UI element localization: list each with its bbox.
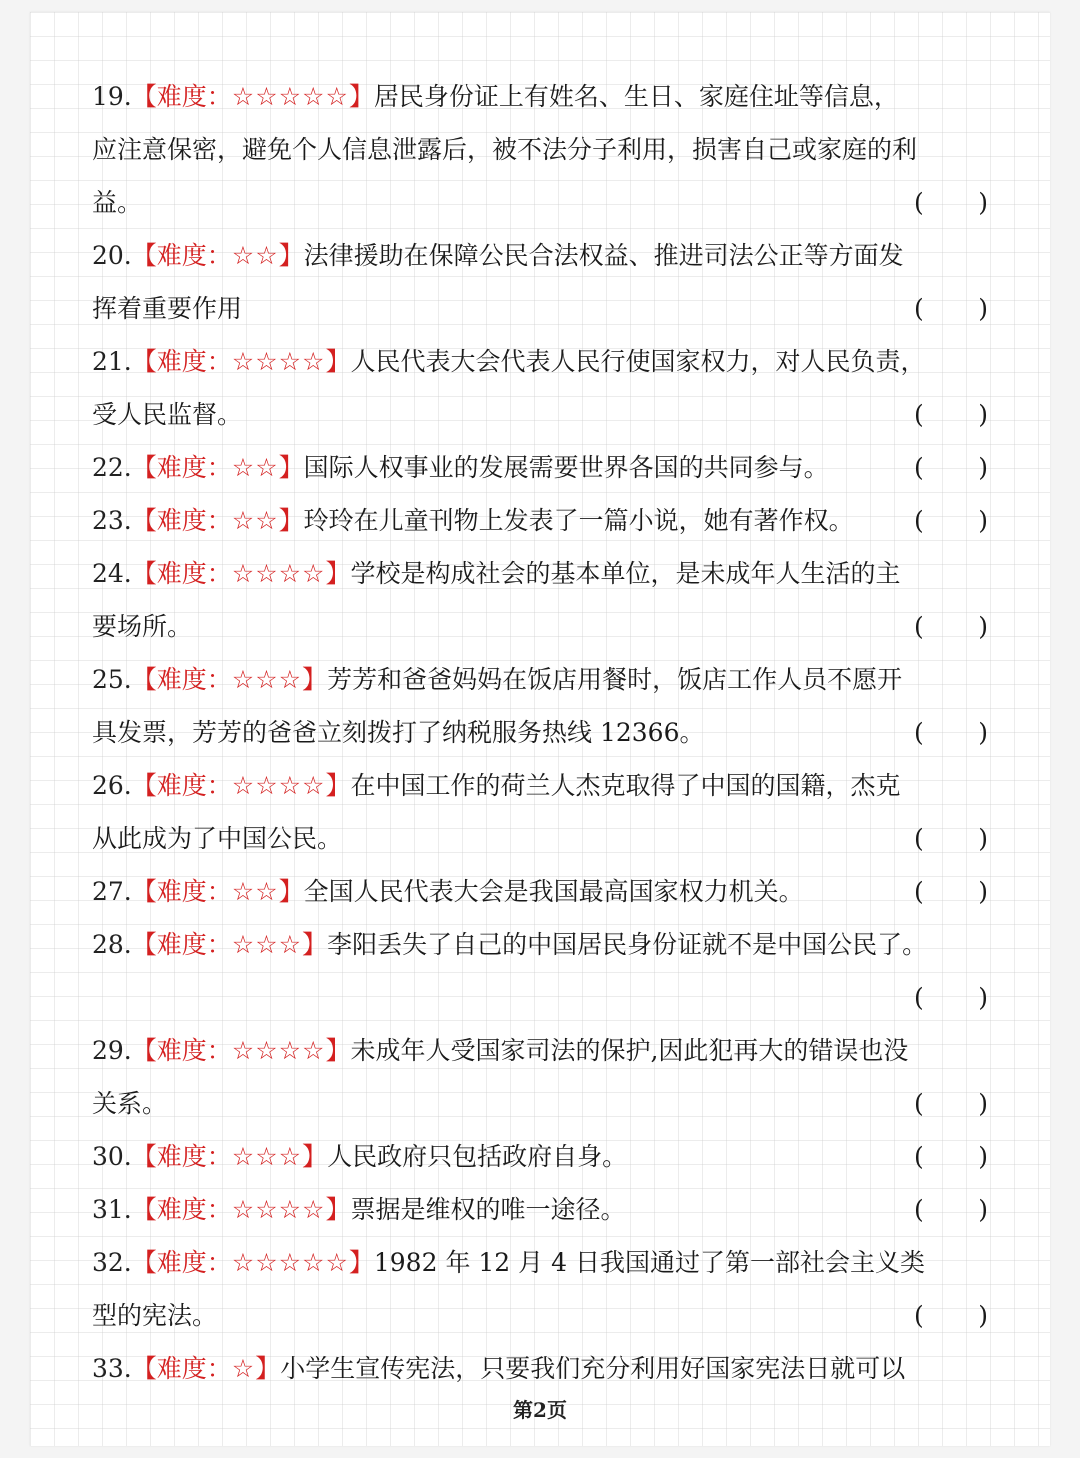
answer-paren-close: ) — [978, 506, 988, 535]
answer-paren-close: ) — [978, 824, 988, 853]
question-text: 益。 — [92, 188, 143, 217]
question-text: 小学生宣传宪法，只要我们充分利用好国家宪法日就可以 — [280, 1354, 906, 1383]
difficulty-bracket-close: 】 — [302, 1142, 328, 1171]
question-number: 21. — [92, 347, 132, 376]
question-number: 32. — [92, 1248, 132, 1277]
question-line — [92, 865, 988, 918]
question-text: 未成年人受国家司法的保护,因此犯再大的错误也没 — [350, 1036, 909, 1065]
answer-paren-open: ( — [914, 294, 924, 323]
question-line — [92, 229, 988, 282]
answer-blank[interactable] — [914, 388, 988, 441]
difficulty-stars: ☆☆ — [231, 241, 279, 270]
answer-blank[interactable] — [914, 441, 988, 494]
answer-blank[interactable] — [914, 865, 988, 918]
question-line — [92, 1024, 988, 1077]
difficulty-label: 难度： — [156, 1354, 232, 1383]
question-line — [92, 282, 988, 335]
question-text: 学校是构成社会的基本单位，是未成年人生活的主 — [350, 559, 901, 588]
answer-paren-open: ( — [914, 400, 924, 429]
answer-blank[interactable] — [914, 812, 988, 865]
difficulty-stars: ☆ — [231, 1354, 256, 1383]
difficulty-bracket-close: 】 — [325, 1036, 351, 1065]
question-item — [92, 335, 988, 441]
answer-paren-close: ) — [978, 1142, 988, 1171]
difficulty-stars: ☆☆☆☆ — [231, 1195, 326, 1224]
question-line — [92, 918, 988, 971]
difficulty-stars: ☆☆☆☆☆ — [231, 1248, 349, 1277]
difficulty-bracket-open: 【 — [131, 453, 157, 482]
question-number: 24. — [92, 559, 132, 588]
question-item — [92, 653, 988, 759]
question-line — [92, 441, 988, 494]
question-text: 芳芳和爸爸妈妈在饭店用餐时，饭店工作人员不愿开 — [327, 665, 903, 694]
question-item — [92, 865, 988, 918]
question-text: 应注意保密，避免个人信息泄露后，被不法分子利用，损害自己或家庭的利 — [92, 135, 918, 164]
difficulty-bracket-open: 【 — [131, 771, 157, 800]
question-line — [92, 176, 988, 229]
difficulty-label: 难度： — [156, 241, 232, 270]
answer-paren-close: ) — [978, 718, 988, 747]
answer-blank[interactable] — [914, 971, 988, 1024]
difficulty-label: 难度： — [156, 82, 232, 111]
answer-paren-close: ) — [978, 612, 988, 641]
difficulty-bracket-open: 【 — [131, 1354, 157, 1383]
question-line — [92, 1130, 988, 1183]
question-text: 全国人民代表大会是我国最高国家权力机关。 — [303, 877, 804, 906]
question-item — [92, 1236, 988, 1342]
difficulty-bracket-close: 】 — [278, 506, 304, 535]
difficulty-label: 难度： — [156, 506, 232, 535]
difficulty-bracket-open: 【 — [131, 241, 157, 270]
answer-blank[interactable] — [914, 282, 988, 335]
question-line — [92, 70, 988, 123]
question-item — [92, 1183, 988, 1236]
question-list — [92, 70, 988, 1395]
difficulty-stars: ☆☆ — [231, 877, 279, 906]
difficulty-bracket-close: 】 — [325, 347, 351, 376]
question-line — [92, 706, 988, 759]
difficulty-bracket-close: 】 — [278, 453, 304, 482]
question-text: 型的宪法。 — [92, 1301, 218, 1330]
difficulty-label: 难度： — [156, 559, 232, 588]
difficulty-label: 难度： — [156, 347, 232, 376]
question-text: 具发票，芳芳的爸爸立刻拨打了纳税服务热线 12366。 — [92, 718, 705, 747]
answer-paren-open: ( — [914, 188, 924, 217]
question-text: 国际人权事业的发展需要世界各国的共同参与。 — [303, 453, 829, 482]
difficulty-bracket-close: 】 — [325, 559, 351, 588]
question-text: 票据是维权的唯一途径。 — [350, 1195, 626, 1224]
difficulty-stars: ☆☆☆☆ — [231, 1036, 326, 1065]
question-line — [92, 1342, 988, 1395]
question-text: 从此成为了中国公民。 — [92, 824, 343, 853]
difficulty-bracket-close: 】 — [278, 877, 304, 906]
difficulty-label: 难度： — [156, 1248, 232, 1277]
difficulty-bracket-open: 【 — [131, 930, 157, 959]
question-text: 人民代表大会代表人民行使国家权力，对人民负责， — [350, 347, 926, 376]
difficulty-stars: ☆☆ — [231, 453, 279, 482]
answer-paren-open: ( — [914, 453, 924, 482]
question-number: 27. — [92, 877, 132, 906]
question-text: 关系。 — [92, 1089, 168, 1118]
difficulty-bracket-open: 【 — [131, 1195, 157, 1224]
question-item — [92, 494, 988, 547]
answer-paren-open: ( — [914, 1142, 924, 1171]
question-item — [92, 441, 988, 494]
answer-paren-close: ) — [978, 453, 988, 482]
difficulty-stars: ☆☆ — [231, 506, 279, 535]
question-number: 19. — [92, 82, 132, 111]
question-line — [92, 1183, 988, 1236]
difficulty-bracket-close: 】 — [278, 241, 304, 270]
answer-paren-open: ( — [914, 718, 924, 747]
answer-paren-open: ( — [914, 824, 924, 853]
answer-blank[interactable] — [914, 1130, 988, 1183]
difficulty-bracket-open: 【 — [131, 82, 157, 111]
answer-blank[interactable] — [914, 600, 988, 653]
answer-paren-close: ) — [978, 1195, 988, 1224]
difficulty-stars: ☆☆☆☆ — [231, 559, 326, 588]
question-text: 居民身份证上有姓名、生日、家庭住址等信息， — [373, 82, 899, 111]
difficulty-stars: ☆☆☆☆☆ — [231, 82, 349, 111]
question-line — [92, 653, 988, 706]
question-text: 1982 年 12 月 4 日我国通过了第一部社会主义类 — [373, 1248, 925, 1277]
question-number: 23. — [92, 506, 132, 535]
answer-paren-open: ( — [914, 506, 924, 535]
question-number: 22. — [92, 453, 132, 482]
question-item — [92, 1342, 988, 1395]
question-line — [92, 388, 988, 441]
question-item — [92, 918, 988, 1024]
question-number: 26. — [92, 771, 132, 800]
question-item — [92, 229, 988, 335]
question-number: 30. — [92, 1142, 132, 1171]
question-line — [92, 1236, 988, 1289]
answer-paren-open: ( — [914, 983, 924, 1012]
answer-paren-close: ) — [978, 188, 988, 217]
question-line — [92, 759, 988, 812]
difficulty-label: 难度： — [156, 665, 232, 694]
question-line — [92, 547, 988, 600]
difficulty-label: 难度： — [156, 1195, 232, 1224]
question-item — [92, 1130, 988, 1183]
difficulty-bracket-open: 【 — [131, 347, 157, 376]
answer-paren-open: ( — [914, 1301, 924, 1330]
difficulty-bracket-close: 】 — [325, 1195, 351, 1224]
answer-paren-close: ) — [978, 877, 988, 906]
question-number: 25. — [92, 665, 132, 694]
answer-paren-open: ( — [914, 877, 924, 906]
question-line — [92, 123, 988, 176]
difficulty-bracket-close: 】 — [302, 930, 328, 959]
answer-blank[interactable] — [914, 1289, 988, 1342]
question-text: 法律援助在保障公民合法权益、推进司法公正等方面发 — [303, 241, 904, 270]
difficulty-label: 难度： — [156, 771, 232, 800]
difficulty-bracket-open: 【 — [131, 559, 157, 588]
question-text: 李阳丢失了自己的中国居民身份证就不是中国公民了。 — [327, 930, 928, 959]
answer-blank[interactable] — [914, 1077, 988, 1130]
difficulty-bracket-close: 】 — [325, 771, 351, 800]
question-item — [92, 759, 988, 865]
answer-paren-close: ) — [978, 1301, 988, 1330]
answer-paren-open: ( — [914, 1195, 924, 1224]
difficulty-bracket-close: 】 — [255, 1354, 281, 1383]
question-line — [92, 971, 988, 1024]
question-line — [92, 812, 988, 865]
difficulty-label: 难度： — [156, 877, 232, 906]
difficulty-stars: ☆☆☆ — [231, 665, 303, 694]
question-text: 要场所。 — [92, 612, 193, 641]
question-line — [92, 335, 988, 388]
question-item — [92, 1024, 988, 1130]
answer-paren-open: ( — [914, 1089, 924, 1118]
difficulty-label: 难度： — [156, 930, 232, 959]
question-line — [92, 494, 988, 547]
answer-blank[interactable] — [914, 1183, 988, 1236]
answer-blank[interactable] — [914, 494, 988, 547]
question-number: 33. — [92, 1354, 132, 1383]
difficulty-stars: ☆☆☆ — [231, 930, 303, 959]
difficulty-bracket-close: 】 — [348, 1248, 374, 1277]
question-line — [92, 600, 988, 653]
answer-paren-close: ) — [978, 400, 988, 429]
difficulty-label: 难度： — [156, 1036, 232, 1065]
difficulty-bracket-open: 【 — [131, 665, 157, 694]
question-text: 在中国工作的荷兰人杰克取得了中国的国籍，杰克 — [350, 771, 901, 800]
question-line — [92, 1289, 988, 1342]
answer-paren-close: ) — [978, 983, 988, 1012]
question-text: 受人民监督。 — [92, 400, 243, 429]
difficulty-stars: ☆☆☆☆ — [231, 771, 326, 800]
difficulty-bracket-open: 【 — [131, 1036, 157, 1065]
question-text: 挥着重要作用 — [92, 294, 243, 323]
difficulty-label: 难度： — [156, 1142, 232, 1171]
answer-blank[interactable] — [914, 706, 988, 759]
page-number: 第2页 — [513, 1398, 567, 1422]
difficulty-stars: ☆☆☆☆ — [231, 347, 326, 376]
difficulty-bracket-open: 【 — [131, 1248, 157, 1277]
question-item — [92, 70, 988, 229]
question-number: 20. — [92, 241, 132, 270]
answer-paren-close: ) — [978, 1089, 988, 1118]
question-text: 玲玲在儿童刊物上发表了一篇小说，她有著作权。 — [303, 506, 854, 535]
answer-blank[interactable] — [914, 176, 988, 229]
difficulty-stars: ☆☆☆ — [231, 1142, 303, 1171]
difficulty-bracket-open: 【 — [131, 877, 157, 906]
question-item — [92, 547, 988, 653]
answer-paren-open: ( — [914, 612, 924, 641]
question-number: 31. — [92, 1195, 132, 1224]
answer-paren-close: ) — [978, 294, 988, 323]
difficulty-bracket-open: 【 — [131, 1142, 157, 1171]
question-number: 28. — [92, 930, 132, 959]
difficulty-label: 难度： — [156, 453, 232, 482]
question-number: 29. — [92, 1036, 132, 1065]
question-text: 人民政府只包括政府自身。 — [327, 1142, 628, 1171]
question-line — [92, 1077, 988, 1130]
difficulty-bracket-close: 】 — [302, 665, 328, 694]
difficulty-bracket-close: 】 — [348, 82, 374, 111]
difficulty-bracket-open: 【 — [131, 506, 157, 535]
